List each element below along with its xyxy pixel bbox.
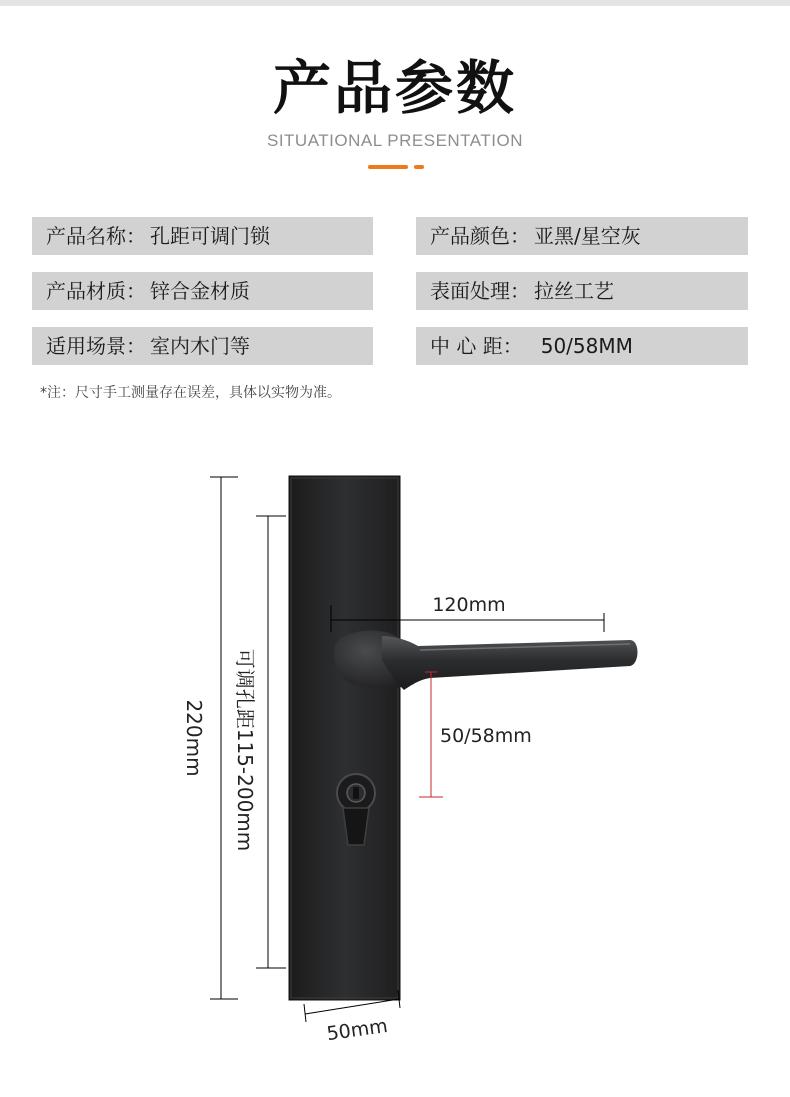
page-subtitle: SITUATIONAL PRESENTATION (266, 131, 523, 150)
spec-label: 适用场景： (46, 334, 146, 358)
spec-value: 50/58MM (540, 334, 633, 358)
dim-line-hole-distance (256, 516, 286, 968)
spec-value: 孔距可调门锁 (150, 224, 270, 248)
spec-label: 表面处理： (430, 279, 530, 303)
spec-value: 亚黑/星空灰 (534, 224, 641, 248)
dim-label-height: 220mm (182, 699, 206, 777)
page-title: 产品参数 (272, 54, 517, 122)
dim-label-width: 50mm (325, 1014, 389, 1046)
spec-value: 锌合金材质 (150, 279, 250, 303)
spec-label: 中 心 距： (430, 334, 523, 358)
spec-label: 产品名称： (46, 224, 146, 248)
spec-value: 室内木门等 (150, 334, 250, 358)
lock-plate (289, 476, 400, 1000)
dim-label-handle-length: 120mm (432, 594, 506, 616)
spec-label: 产品材质： (46, 279, 146, 303)
spec-label: 产品颜色： (430, 224, 530, 248)
spec-value: 拉丝工艺 (534, 279, 614, 303)
door-handle (334, 631, 638, 690)
dim-label-hole-distance: 可调孔距115-200mm (233, 648, 257, 852)
measurement-note: *注：尺寸手工测量存在误差，具体以实物为准。 (40, 385, 341, 401)
dim-label-center-distance: 50/58mm (440, 725, 532, 747)
